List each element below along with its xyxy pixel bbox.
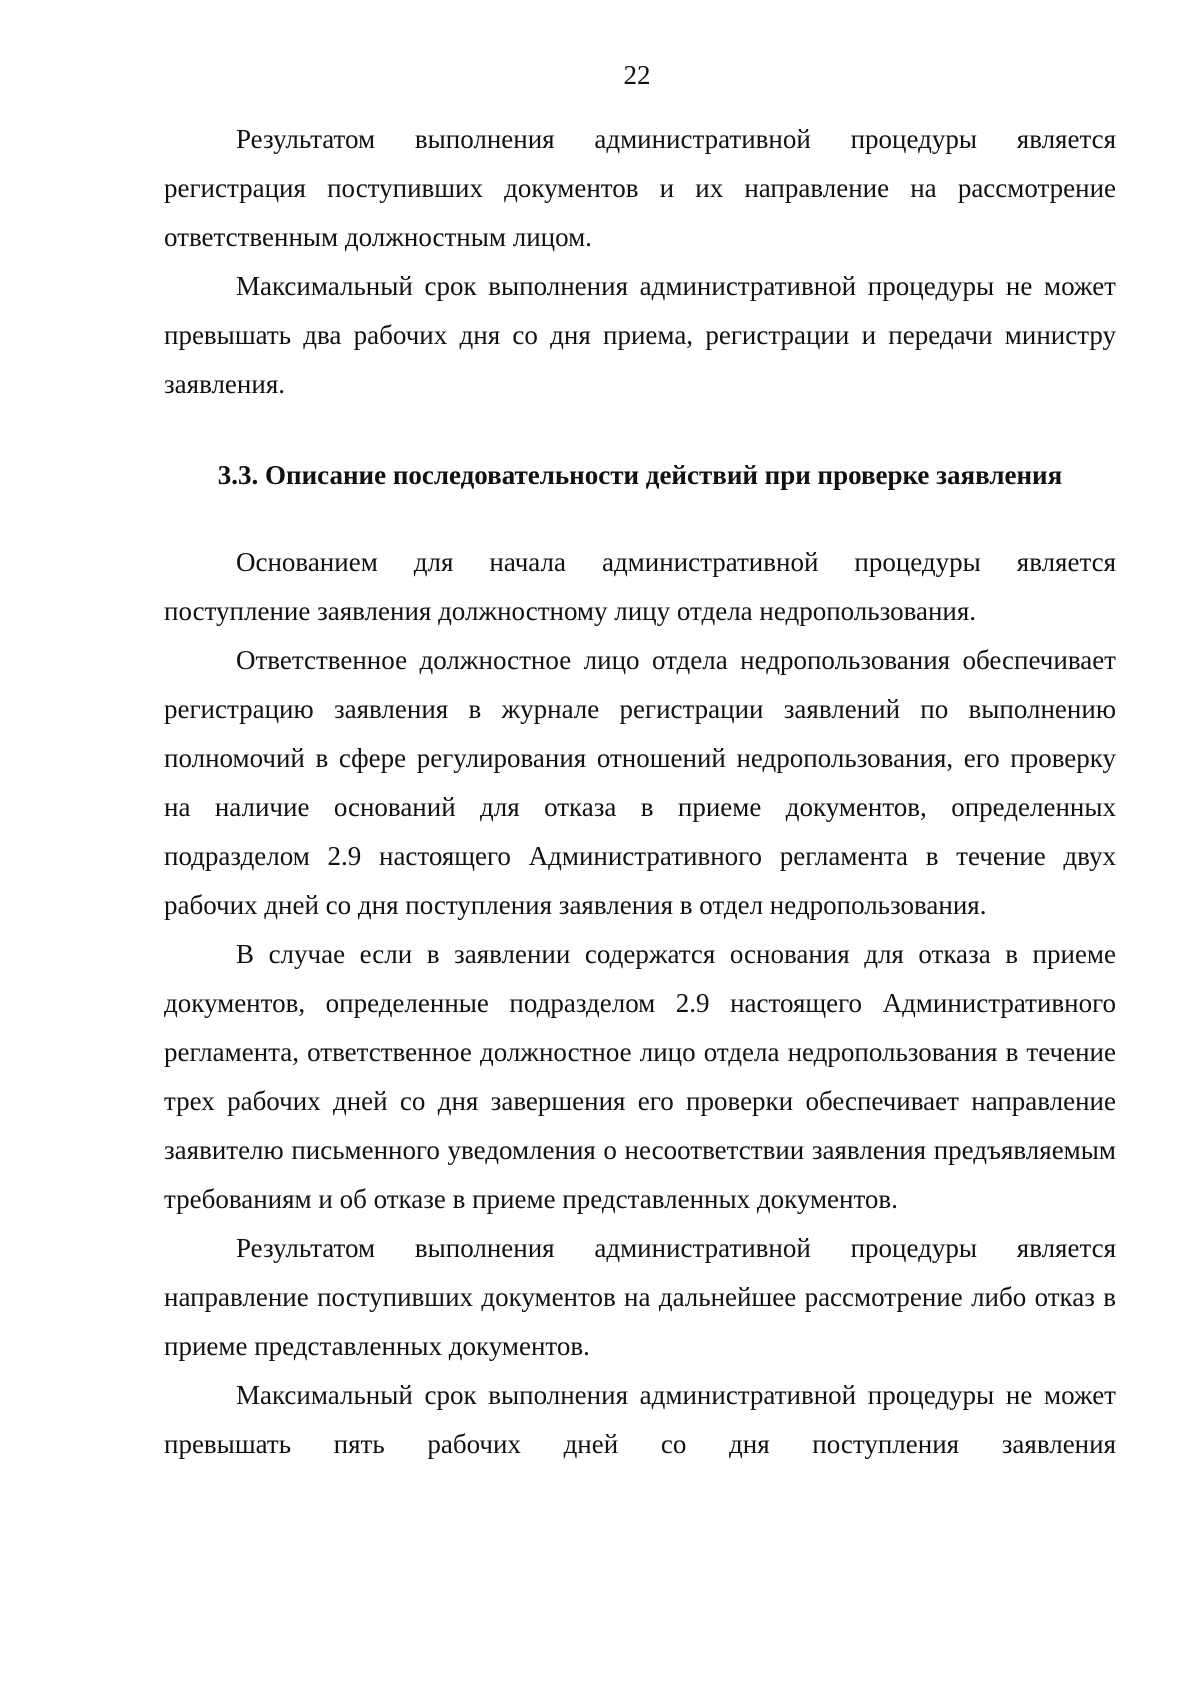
paragraph-max-term-registration: Максимальный срок выполнения административной процедуры не может превышать два рабочих дня со дня приема, регистрации и передачи министру заявления.: [164, 271, 1116, 399]
section-heading: 3.3. Описание последовательности действий при проверке заявления: [217, 460, 1063, 490]
paragraph-basis: Основанием для начала административной процедуры является поступление заявления должностному лицу отдела недропользования.: [164, 547, 1116, 626]
paragraph-max-term-check: Максимальный срок выполнения административной процедуры не может превышать пять рабочих дней со дня поступления заявления: [164, 1380, 1116, 1459]
paragraph-result-check: Результатом выполнения административной процедуры является направление поступивших документов на дальнейшее рассмотрение либо отказ в приеме представленных документов.: [164, 1233, 1116, 1361]
paragraph-refusal-case: В случае если в заявлении содержатся основания для отказа в приеме документов, определенные подразделом 2.9 настоящего Административного регламента, ответственное должностное лицо отдела недропользования в течение трех рабочих дней со дня завершения его проверки обеспечивает направление заявителю письменного уведомления о несоответствии заявления предъявляемым требованиям и об отказе в приеме представленных документов.: [164, 939, 1116, 1214]
page-number: 22: [623, 60, 651, 90]
paragraph-responsible-official: Ответственное должностное лицо отдела недропользования обеспечивает регистрацию заявления в журнале регистрации заявлений по выполнению полномочий в сфере регулирования отношений недропользования, его проверку на наличие оснований для отказа в приеме документов, определенных подразделом 2.9 настоящего Административного регламента в течение двух рабочих дней со дня поступления заявления в отдел недропользования.: [164, 645, 1116, 920]
paragraph-result-registration: Результатом выполнения административной процедуры является регистрация поступивших документов и их направление на рассмотрение ответственным должностным лицом.: [164, 124, 1116, 252]
page-body: [164, 115, 1116, 1469]
